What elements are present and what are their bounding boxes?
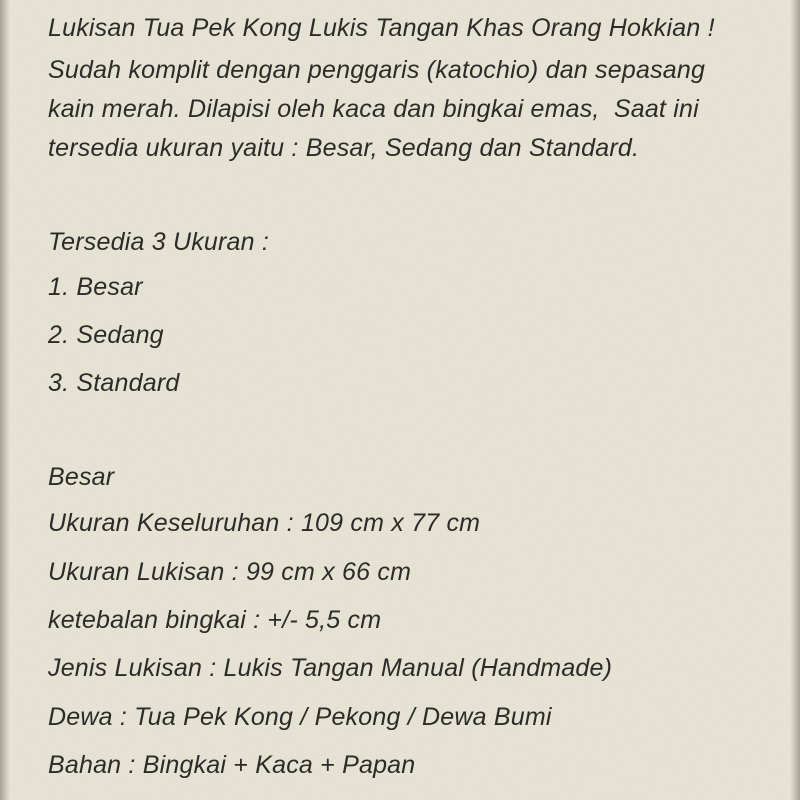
detail-line: Ukuran Keseluruhan : 109 cm x 77 cm [48,509,481,537]
detail-line: Ukuran Lukisan : 99 cm x 66 cm [48,558,412,586]
detail-heading: Besar [48,463,115,491]
size-item: 3. Standard [48,369,180,397]
intro-line: Lukisan Tua Pek Kong Lukis Tangan Khas Orang Hokkian ! [48,14,715,42]
intro-line: Sudah komplit dengan penggaris (katochio) dan sepasang [48,56,706,84]
detail-line: Dewa : Tua Pek Kong / Pekong / Dewa Bumi [48,703,552,731]
detail-line: ketebalan bingkai : +/- 5,5 cm [48,606,382,634]
size-item: 2. Sedang [48,321,164,349]
intro-line: kain merah. Dilapisi oleh kaca dan bingkai emas, Saat ini [48,95,699,123]
intro-line: tersedia ukuran yaitu : Besar, Sedang dan Standard. [48,134,640,162]
detail-line: Jenis Lukisan : Lukis Tangan Manual (Handmade) [48,654,613,682]
size-item: 1. Besar [48,273,143,301]
sizes-heading: Tersedia 3 Ukuran : [48,228,270,256]
detail-line: Bahan : Bingkai + Kaca + Papan [48,751,416,779]
